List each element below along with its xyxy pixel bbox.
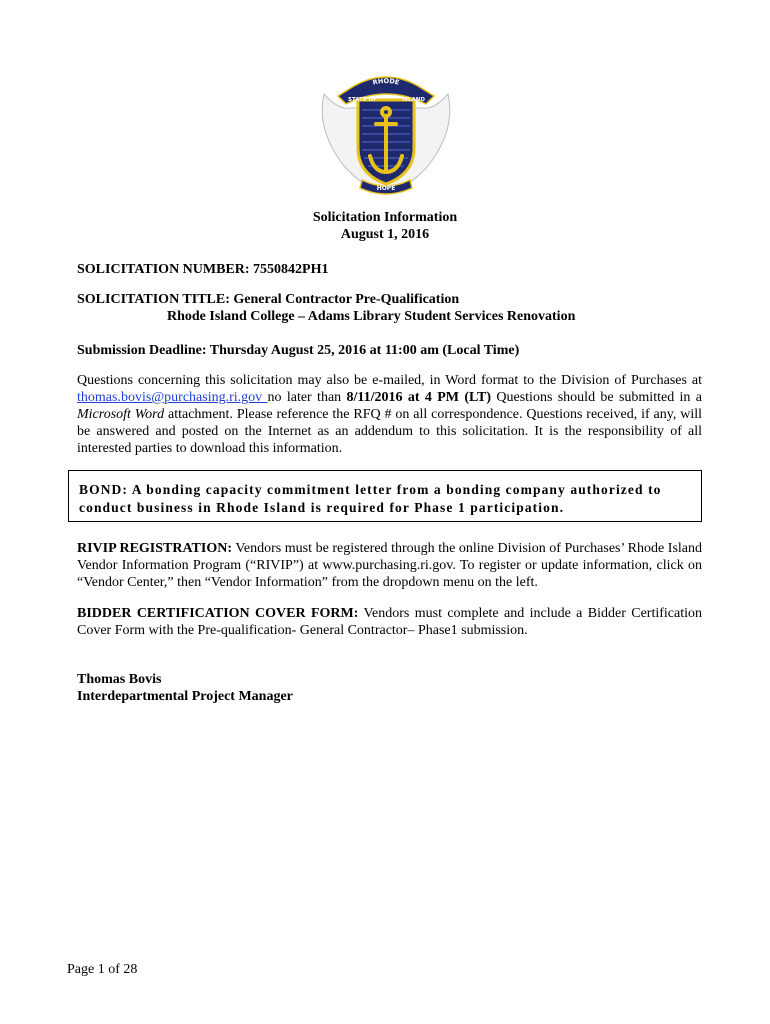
- bidder-certification-paragraph: [77, 605, 702, 639]
- seal-ribbon-left-text: STATE OF: [348, 97, 377, 103]
- signatory-title: Interdepartmental Project Manager: [77, 689, 293, 704]
- bidder-text: Vendors must complete and include a Bidder Certification Cover Form with the Pre-qualification- General Contractor– Phase1 submission.: [77, 606, 702, 638]
- solicitation-title: SOLICITATION TITLE: General Contractor Pre-Qualification: [77, 292, 460, 307]
- seal-ribbon-right-text: ISLAND: [402, 97, 425, 103]
- seal-ribbon-bottom-text: HOPE: [376, 185, 396, 192]
- questions-deadline: 8/11/2016 at 4 PM (LT): [346, 390, 492, 405]
- bidder-label: BIDDER CERTIFICATION COVER FORM:: [77, 606, 359, 621]
- questions-rest: attachment. Please reference the RFQ # on all correspondence. Questions received, if any, will be answered and posted on the Internet as an addendum to this solicitation. It is the responsibility of all interested parties to download this information.: [77, 407, 703, 456]
- questions-after-deadline: Questions should be submitted in a: [491, 390, 702, 405]
- bond-notice-text: BOND: A bonding capacity commitment letter from a bonding company authorized to conduct business in Rhode Island is required for Phase 1 participation.: [79, 482, 662, 515]
- bond-notice-box: [68, 470, 702, 522]
- questions-intro: Questions concerning this solicitation may also be e-mailed, in Word format to the Division of Purchases at: [77, 373, 702, 388]
- solicitation-date: August 1, 2016: [340, 227, 430, 242]
- solicitation-subtitle: Rhode Island College – Adams Library Student Services Renovation: [167, 309, 576, 324]
- questions-ms-word: Microsoft Word: [77, 407, 165, 422]
- questions-no-later: no later than: [267, 390, 347, 405]
- page-number: Page 1 of 28: [67, 962, 138, 977]
- signatory-name: Thomas Bovis: [77, 672, 162, 687]
- rivip-paragraph: [77, 540, 702, 591]
- solicitation-number: SOLICITATION NUMBER: 7550842PH1: [77, 262, 329, 277]
- contact-email-link[interactable]: thomas.bovis@purchasing.ri.gov: [77, 390, 268, 405]
- rivip-label: RIVIP REGISTRATION:: [77, 541, 233, 556]
- submission-deadline: Submission Deadline: Thursday August 25, 2016 at 11:00 am (Local Time): [77, 343, 520, 358]
- questions-paragraph: [77, 372, 702, 457]
- rhode-island-seal-logo: [314, 70, 458, 198]
- rivip-text: Vendors must be registered through the online Division of Purchases’ Rhode Island Vendor Information Program (“RIVIP”) at www.purchasing.ri.gov. To register or update information, click on “Vendor Center,” then “Vendor Information” from the dropdown menu on the left.: [77, 541, 703, 590]
- seal-ribbon-top-text: RHODE: [371, 76, 401, 87]
- solicitation-info-title: Solicitation Information: [312, 210, 458, 225]
